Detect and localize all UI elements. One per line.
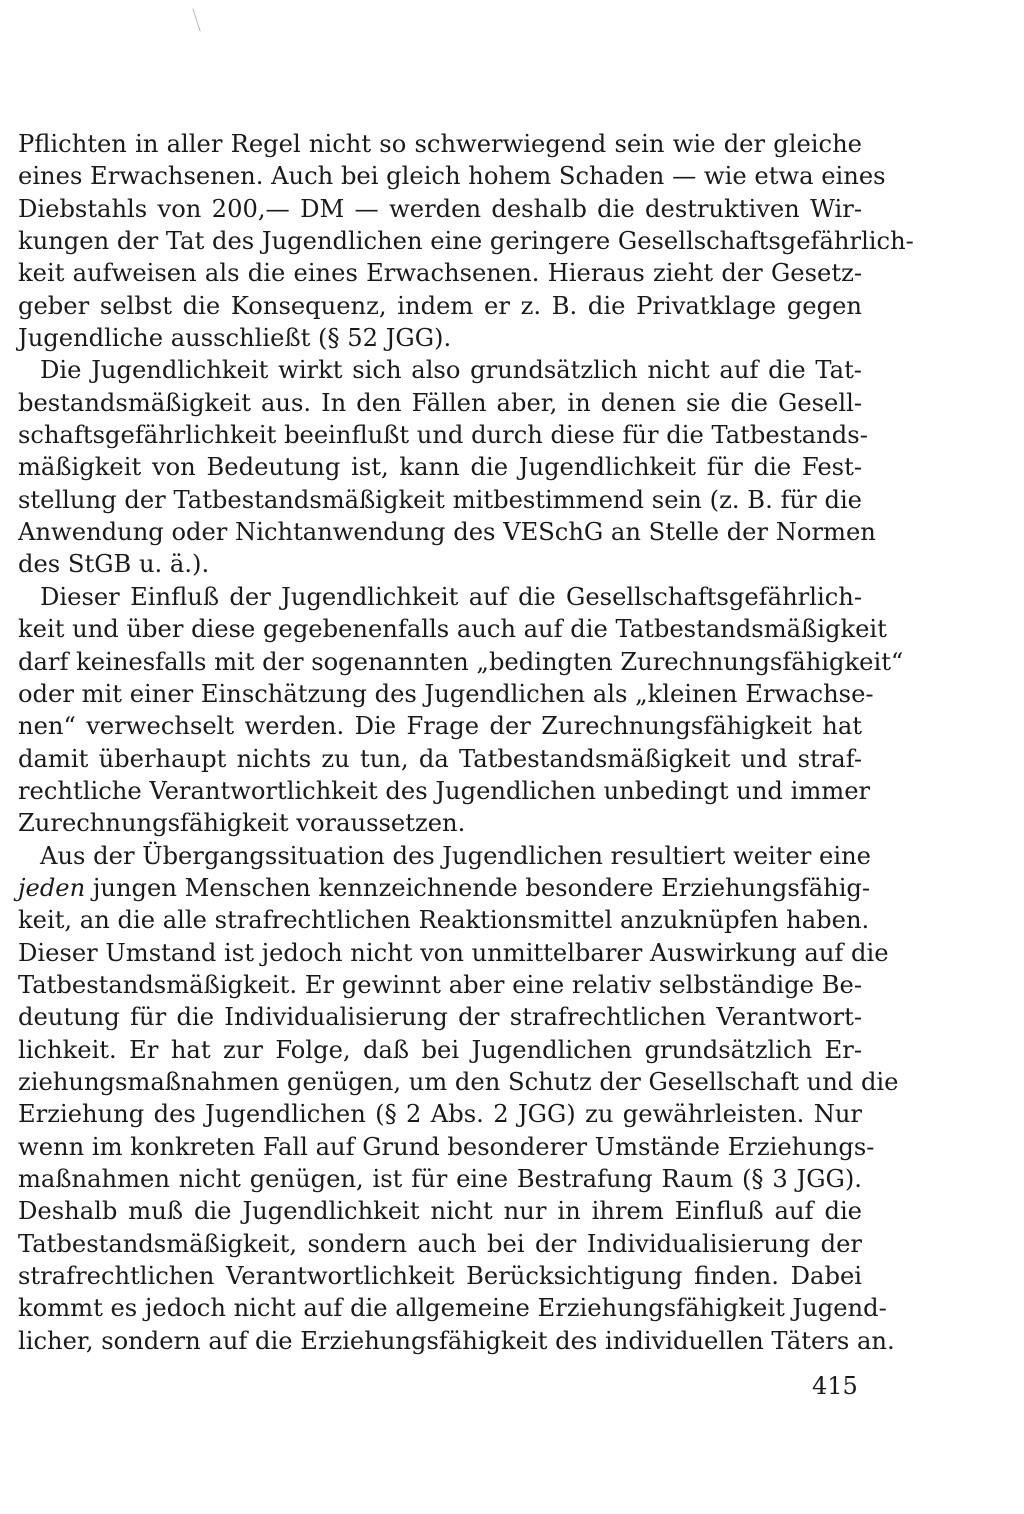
text-line: Dieser Einfluß der Jugendlichkeit auf die Gesellschaftsgefährlich- xyxy=(40,582,862,611)
text-line: lichkeit. Er hat zur Folge, daß bei Jugendlichen grundsätzlich Er- xyxy=(18,1035,862,1064)
text-line: deutung für die Individualisierung der strafrechtlichen Verantwort- xyxy=(18,1003,862,1032)
text-line: Jugendliche ausschließt (§ 52 JGG). xyxy=(18,324,452,353)
text-line: Anwendung oder Nichtanwendung des VESchG an Stelle der Normen xyxy=(18,518,876,547)
text-line: keit, an die alle strafrechtlichen Reaktionsmittel anzuknüpfen haben. xyxy=(18,906,870,935)
text-line: bestandsmäßigkeit aus. In den Fällen aber, in denen sie die Gesell- xyxy=(18,388,862,417)
text-line: Tatbestandsmäßigkeit. Er gewinnt aber eine relativ selbständige Be- xyxy=(18,970,862,999)
body-text xyxy=(18,128,914,1357)
page-number: 415 xyxy=(812,1372,858,1400)
scan-artifact-mark xyxy=(192,8,200,31)
text-line: oder mit einer Einschätzung des Jugendlichen als „kleinen Erwachse- xyxy=(18,679,874,708)
text-line: rechtliche Verantwortlichkeit des Jugendlichen unbedingt und immer xyxy=(18,776,871,805)
text-line: darf keinesfalls mit der sogenannten „bedingten Zurechnungsfähigkeit“ xyxy=(18,647,904,676)
text-line: Aus der Übergangssituation des Jugendlichen resultiert weiter eine xyxy=(40,841,871,870)
text-line: kungen der Tat des Jugendlichen eine geringere Gesellschaftsgefährlich- xyxy=(18,227,914,256)
text-line: Diebstahls von 200,— DM — werden deshalb die destruktiven Wir- xyxy=(18,194,862,223)
text-line: des StGB u. ä.). xyxy=(18,550,210,579)
text-line: maßnahmen nicht genügen, ist für eine Bestrafung Raum (§ 3 JGG). xyxy=(18,1165,862,1193)
italic-emphasis: jeden xyxy=(18,873,86,902)
text-line: schaftsgefährlichkeit beeinflußt und durch diese für die Tatbestands- xyxy=(18,421,868,450)
text-line: strafrechtlichen Verantwortlichkeit Berücksichtigung finden. Dabei xyxy=(18,1262,862,1291)
text-line: keit und über diese gegebenenfalls auch auf die Tatbestandsmäßigkeit xyxy=(18,615,887,644)
text-line: keit aufweisen als die eines Erwachsenen. Hieraus zieht der Gesetz- xyxy=(18,259,862,288)
text-line: Pflichten in aller Regel nicht so schwerwiegend sein wie der gleiche xyxy=(18,130,862,158)
text-line: Deshalb muß die Jugendlichkeit nicht nur in ihrem Einfluß auf die xyxy=(18,1197,862,1226)
text-line: damit überhaupt nichts zu tun, da Tatbestandsmäßigkeit und straf- xyxy=(18,744,862,773)
text-line: Tatbestandsmäßigkeit, sondern auch bei der Individualisierung der xyxy=(18,1229,862,1258)
text-line: Erziehung des Jugendlichen (§ 2 Abs. 2 JGG) zu gewährleisten. Nur xyxy=(18,1100,862,1129)
text-fragment: jungen Menschen kennzeichnende besondere Erziehungsfähig- xyxy=(85,873,871,902)
text-line: wenn im konkreten Fall auf Grund besonderer Umstände Erziehungs- xyxy=(18,1132,875,1161)
text-line: geber selbst die Konsequenz, indem er z. B. die Privatklage gegen xyxy=(18,291,862,320)
text-line: mäßigkeit von Bedeutung ist, kann die Jugendlichkeit für die Fest- xyxy=(18,453,862,482)
text-line: stellung der Tatbestandsmäßigkeit mitbestimmend sein (z. B. für die xyxy=(18,485,862,514)
text-line: Zurechnungsfähigkeit voraussetzen. xyxy=(18,809,466,838)
text-line: ziehungsmaßnahmen genügen, um den Schutz der Gesellschaft und die xyxy=(18,1067,899,1096)
text-line: Dieser Umstand ist jedoch nicht von unmittelbarer Auswirkung auf die xyxy=(18,938,889,967)
text-line-with-italic xyxy=(18,872,871,904)
text-line: licher, sondern auf die Erziehungsfähigkeit des individuellen Täters an. xyxy=(18,1326,895,1355)
text-line: eines Erwachsenen. Auch bei gleich hohem Schaden — wie etwa eines xyxy=(18,162,886,191)
text-line: nen“ verwechselt werden. Die Frage der Zurechnungsfähigkeit hat xyxy=(18,712,862,741)
text-line: kommt es jedoch nicht auf die allgemeine Erziehungsfähigkeit Jugend- xyxy=(18,1294,887,1323)
text-line: Die Jugendlichkeit wirkt sich also grundsätzlich nicht auf die Tat- xyxy=(40,356,862,385)
